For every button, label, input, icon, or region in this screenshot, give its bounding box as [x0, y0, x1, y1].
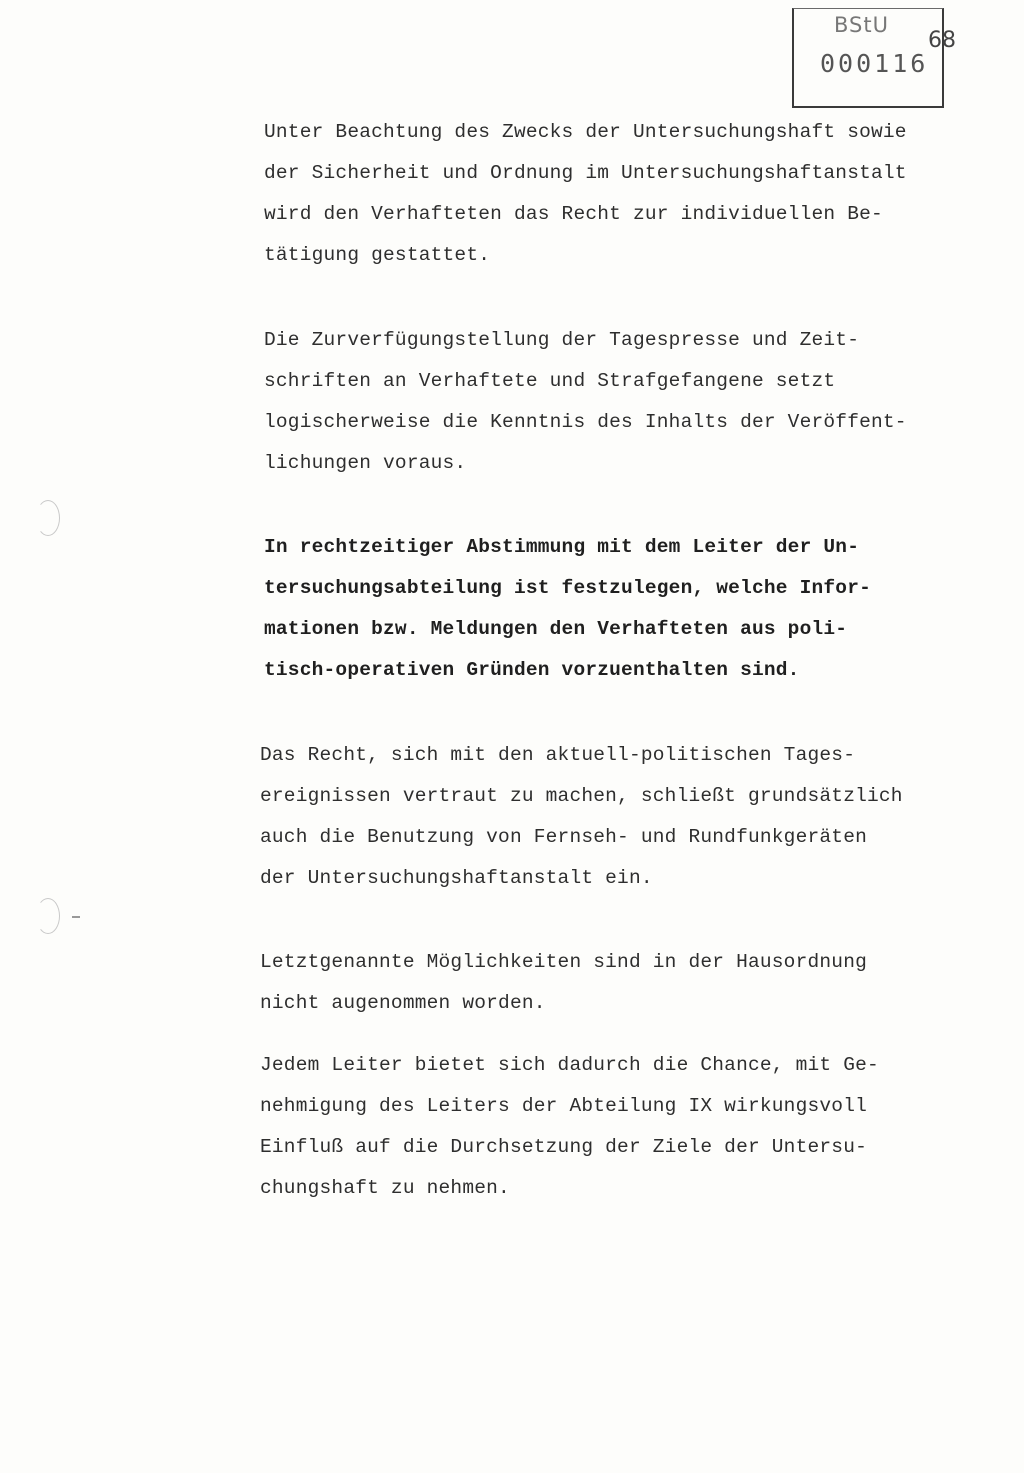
text-line: der Untersuchungshaftanstalt ein. — [260, 867, 653, 889]
text-line: nehmigung des Leiters der Abteilung IX wirkungsvoll — [260, 1095, 867, 1117]
paragraph-5 — [260, 942, 867, 1024]
text-line: chungshaft zu nehmen. — [260, 1177, 510, 1199]
text-line: Das Recht, sich mit den aktuell-politischen Tages- — [260, 744, 856, 766]
text-line: nicht augenommen worden. — [260, 992, 546, 1014]
stamp-org: BStU — [834, 13, 889, 37]
text-line: lichungen voraus. — [264, 452, 467, 474]
paragraph-2 — [264, 320, 907, 484]
text-line: Letztgenannte Möglichkeiten sind in der Hausordnung — [260, 951, 867, 973]
binder-dash-mark — [72, 916, 80, 918]
binder-hole-mark — [36, 500, 60, 536]
text-line: In rechtzeitiger Abstimmung mit dem Leiter der Un- — [264, 536, 860, 558]
binder-hole-mark — [36, 898, 60, 934]
text-line: Unter Beachtung des Zwecks der Untersuchungshaft sowie — [264, 121, 907, 143]
text-line: tätigung gestattet. — [264, 244, 491, 266]
stamp-number: 000116 — [820, 49, 929, 78]
text-line: tersuchungsabteilung ist festzulegen, welche Infor- — [264, 577, 871, 599]
text-line: wird den Verhafteten das Recht zur individuellen Be- — [264, 203, 883, 225]
text-line: schriften an Verhaftete und Strafgefangene setzt — [264, 370, 836, 392]
paragraph-3 — [264, 527, 871, 691]
text-line: auch die Benutzung von Fernseh- und Rundfunkgeräten — [260, 826, 867, 848]
page-number: 68 — [928, 28, 956, 53]
text-line: tisch-operativen Gründen vorzuenthalten sind. — [264, 659, 800, 681]
text-line: der Sicherheit und Ordnung im Untersuchungshaftanstalt — [264, 162, 907, 184]
text-line: Jedem Leiter bietet sich dadurch die Chance, mit Ge- — [260, 1054, 879, 1076]
text-line: mationen bzw. Meldungen den Verhafteten aus poli- — [264, 618, 848, 640]
text-line: ereignissen vertraut zu machen, schließt grundsätzlich — [260, 785, 903, 807]
archive-stamp — [792, 8, 944, 108]
text-line: logischerweise die Kenntnis des Inhalts der Veröffent- — [264, 411, 907, 433]
paragraph-1 — [264, 112, 907, 276]
paragraph-6 — [260, 1045, 879, 1209]
paragraph-4 — [260, 735, 903, 899]
text-line: Einfluß auf die Durchsetzung der Ziele der Untersu- — [260, 1136, 867, 1158]
text-line: Die Zurverfügungstellung der Tagespresse und Zeit- — [264, 329, 860, 351]
